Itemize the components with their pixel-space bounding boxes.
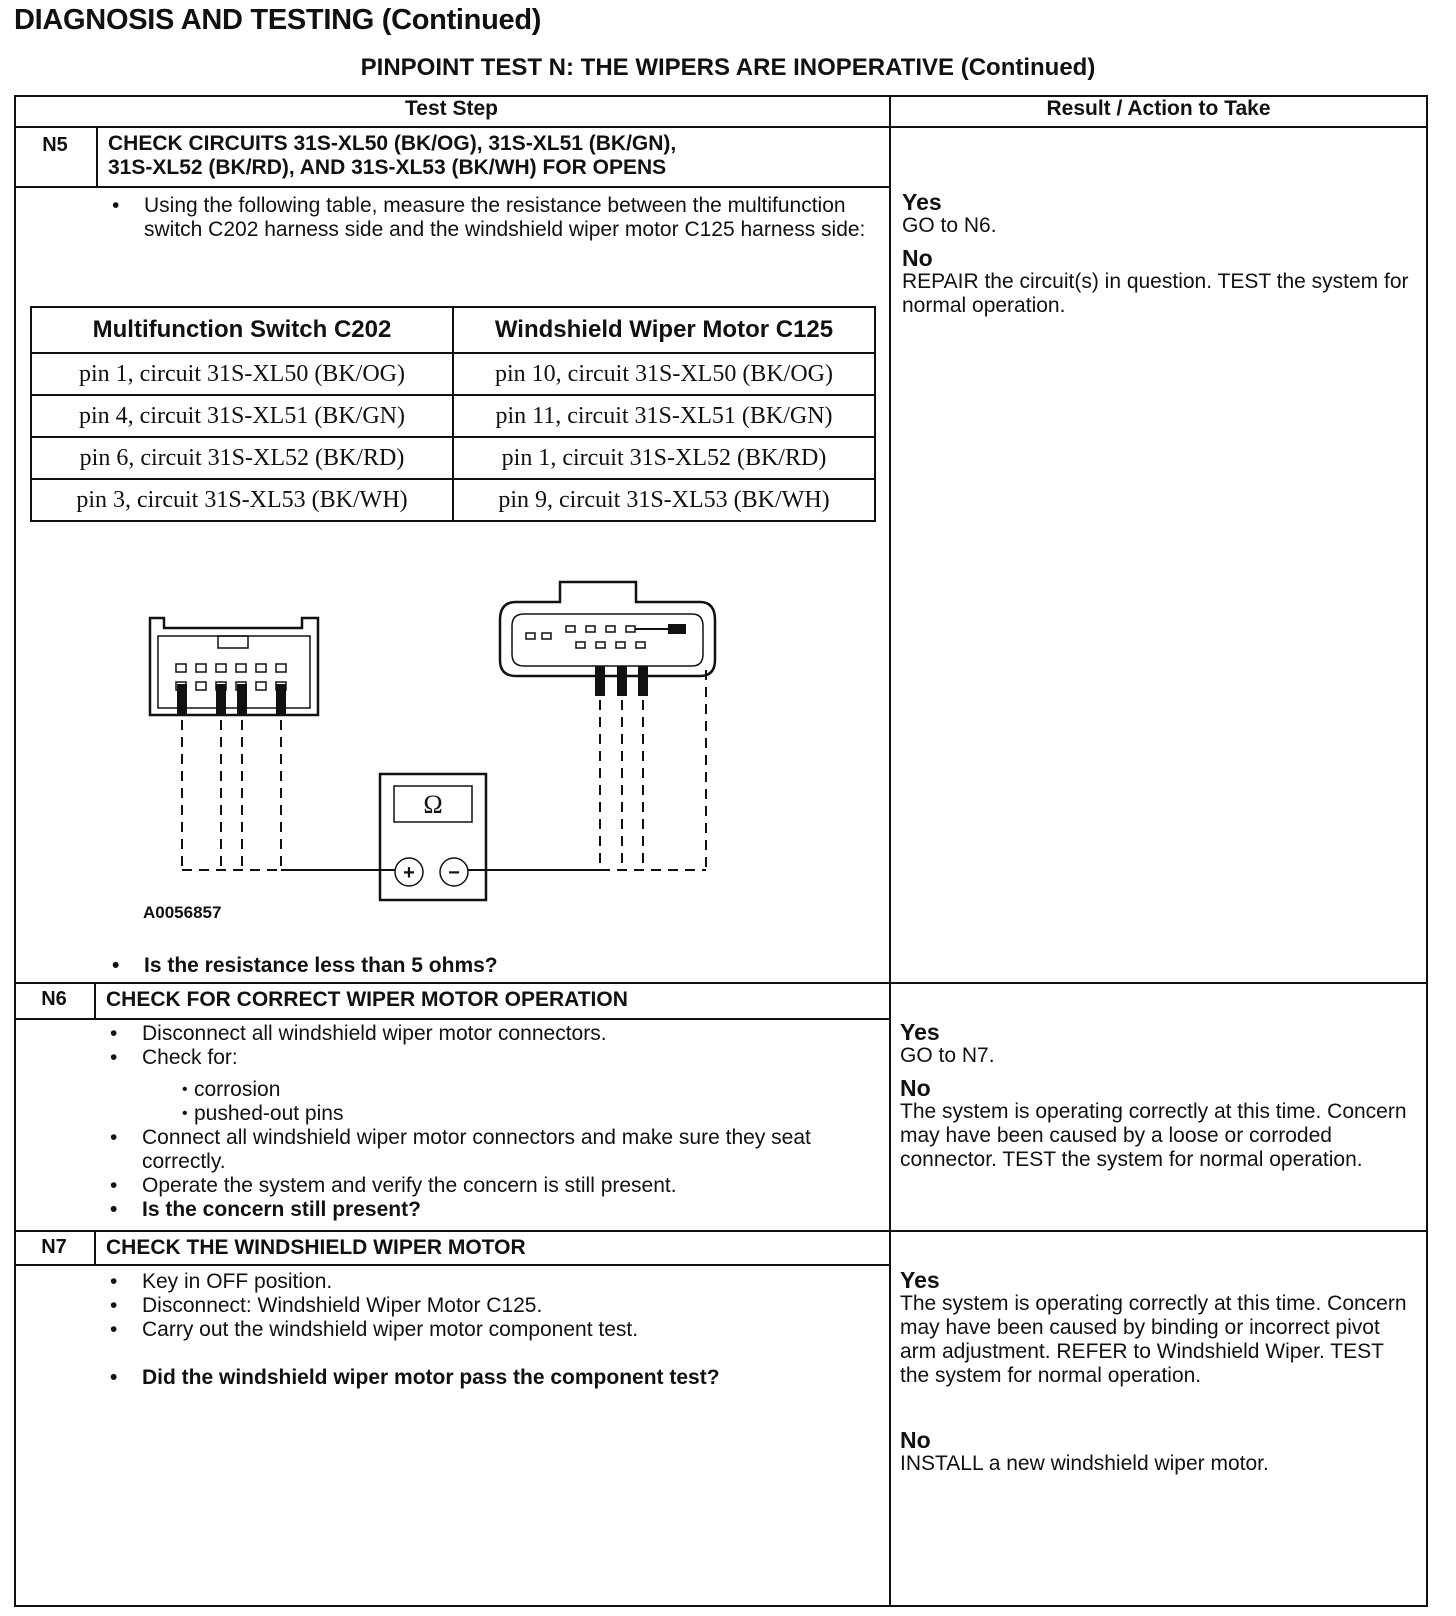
n6-yes-label: Yes	[900, 1019, 940, 1045]
ohm-symbol: Ω	[423, 790, 443, 819]
list-item: • Disconnect all windshield wiper motor connectors.	[104, 1022, 874, 1046]
n6-no-label: No	[900, 1075, 931, 1101]
n7-instructions	[104, 1270, 874, 1390]
list-item: • Connect all windshield wiper motor connectors and make sure they seat correctly.	[104, 1126, 874, 1174]
step-title-n6: CHECK FOR CORRECT WIPER MOTOR OPERATION	[106, 988, 628, 1011]
n6-id-divider	[94, 982, 96, 1018]
n5-question-list	[106, 954, 866, 978]
ohmmeter-connector-diagram	[140, 570, 740, 905]
n5-title-divider	[14, 186, 889, 188]
step-id-n6: N6	[41, 988, 67, 1010]
list-item: • pushed-out pins	[142, 1102, 874, 1126]
list-item: • Key in OFF position.	[104, 1270, 874, 1294]
list-item: • Operate the system and verify the concern is still present.	[104, 1174, 874, 1198]
n5-intro: • Using the following table, measure the resistance between the multifunction switch C202 harness side and the windshield wiper motor C125 harness side:	[106, 194, 866, 242]
n5-instructions	[106, 194, 866, 242]
meter-plus-terminal: +	[403, 862, 415, 884]
n7-no-label: No	[900, 1427, 931, 1453]
header-divider	[14, 126, 1428, 128]
table-row: pin 3, circuit 31S-XL53 (BK/WH) pin 9, circuit 31S-XL53 (BK/WH)	[31, 479, 875, 521]
n6-check-list	[142, 1078, 874, 1126]
table-row: pin 4, circuit 31S-XL51 (BK/GN) pin 11, circuit 31S-XL51 (BK/GN)	[31, 395, 875, 437]
n7-yes-label: Yes	[900, 1267, 940, 1293]
n6-instructions	[104, 1022, 874, 1222]
c202-connector	[150, 618, 318, 715]
n7-title-divider	[14, 1264, 889, 1266]
n6-yes-action: GO to N7.	[900, 1044, 995, 1067]
step-title-n5: CHECK CIRCUITS 31S-XL50 (BK/OG), 31S-XL51 (BK/GN), 31S-XL52 (BK/RD), AND 31S-XL53 (BK/WH) FOR OPENS	[108, 132, 677, 179]
n6-question: • Is the concern still present?	[104, 1198, 874, 1222]
circuit-pin-table	[30, 306, 876, 522]
pin-table-header-c125: Windshield Wiper Motor C125	[453, 307, 875, 353]
table-row: pin 6, circuit 31S-XL52 (BK/RD) pin 1, circuit 31S-XL52 (BK/RD)	[31, 437, 875, 479]
list-item: • Check for: • corrosion • pushed-out pins	[104, 1046, 874, 1126]
n7-id-divider	[94, 1230, 96, 1264]
pinpoint-test-title: PINPOINT TEST N: THE WIPERS ARE INOPERATIVE (Continued)	[360, 54, 1096, 81]
n5-id-divider	[96, 126, 98, 186]
step-id-n7: N7	[41, 1236, 67, 1258]
n5-question: • Is the resistance less than 5 ohms?	[106, 954, 866, 978]
column-divider	[889, 95, 891, 1607]
n5-yes-label: Yes	[902, 189, 942, 215]
pin-table-header-c202: Multifunction Switch C202	[31, 307, 453, 353]
list-item: • corrosion	[142, 1078, 874, 1102]
n7-no-action: INSTALL a new windshield wiper motor.	[900, 1452, 1269, 1475]
step-id-n5: N5	[42, 134, 68, 156]
list-item: • Disconnect: Windshield Wiper Motor C125.	[104, 1294, 874, 1318]
n6-result	[900, 1020, 1412, 1180]
column-header-test-step: Test Step	[405, 97, 498, 120]
n5-no-label: No	[902, 245, 933, 271]
list-item: • Carry out the windshield wiper motor component test.	[104, 1318, 874, 1342]
step-title-n7: CHECK THE WINDSHIELD WIPER MOTOR	[106, 1236, 526, 1259]
page-heading: DIAGNOSIS AND TESTING (Continued)	[14, 4, 542, 36]
n6-row-divider	[14, 982, 1428, 984]
n7-yes-action: The system is operating correctly at this time. Concern may have been caused by binding or incorrect pivot arm adjustment. REFER to Windshield Wiper. TEST the system for normal operation.	[900, 1292, 1407, 1387]
column-header-result: Result / Action to Take	[1046, 97, 1271, 120]
n7-question: • Did the windshield wiper motor pass the component test?	[104, 1366, 874, 1390]
n5-no-action: REPAIR the circuit(s) in question. TEST the system for normal operation.	[902, 270, 1409, 317]
n5-yes-action: GO to N6.	[902, 214, 997, 237]
figure-code: A0056857	[143, 903, 222, 922]
n7-row-divider	[14, 1230, 1428, 1232]
table-row: pin 1, circuit 31S-XL50 (BK/OG) pin 10, circuit 31S-XL50 (BK/OG)	[31, 353, 875, 395]
n6-no-action: The system is operating correctly at this time. Concern may have been caused by a loose or corroded connector. TEST the system for normal operation.	[900, 1100, 1407, 1171]
n5-result	[902, 190, 1412, 326]
n7-result	[900, 1268, 1412, 1484]
c125-connector	[500, 582, 715, 676]
meter-minus-terminal: −	[448, 862, 460, 884]
n6-title-divider	[14, 1018, 889, 1020]
